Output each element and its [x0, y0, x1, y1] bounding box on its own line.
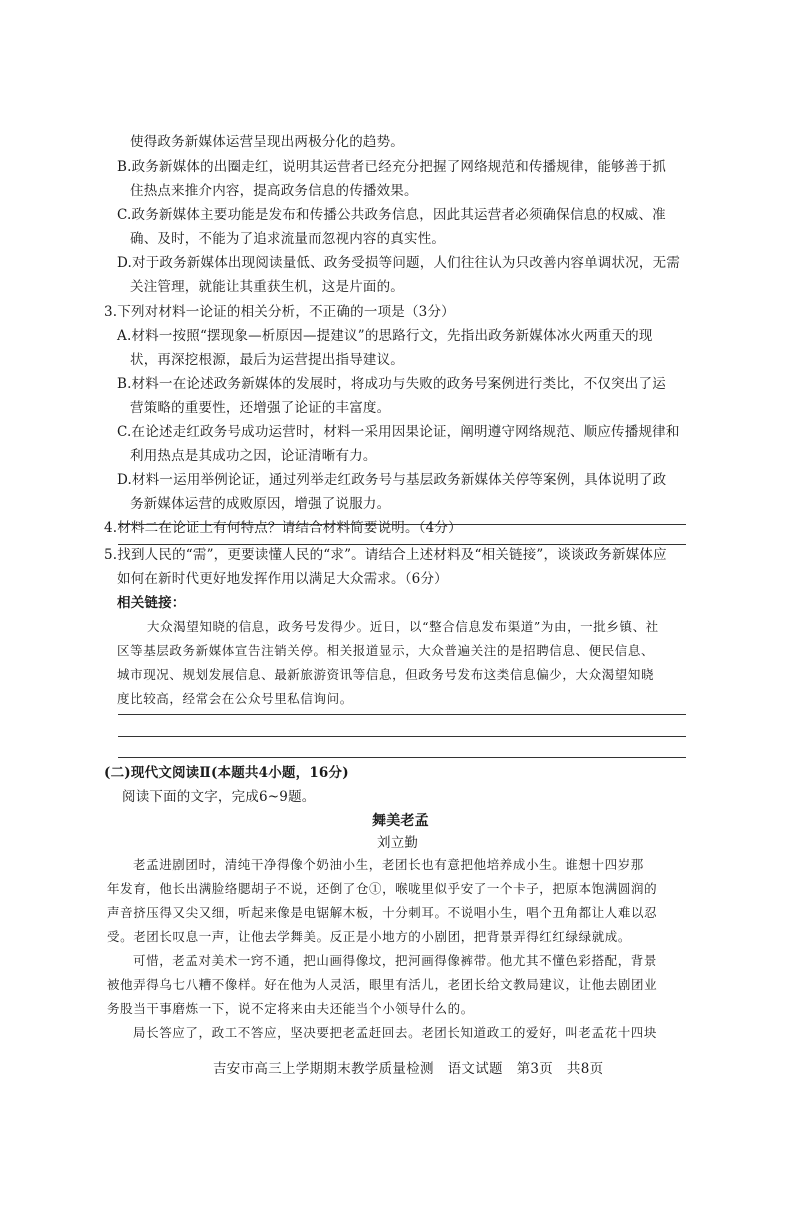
q3-option-a-line2: 状，再深挖根源，最后为运营提出指导建议。 — [130, 352, 404, 368]
q2-option-c-line2: 确、及时，不能为了追求流量而忽视内容的真实性。 — [130, 231, 446, 247]
q2-option-b-line2: 住热点来推介内容，提高政务信息的传播效果。 — [130, 183, 418, 199]
passage-p2-line1: 可惜，老孟对美术一窍不通，把山画得像坟，把河画得像裤带。他尤其不懂色彩搭配，背景 — [133, 953, 658, 968]
q3-option-d-line2: 务新媒体运营的成败原因，增强了说服力。 — [130, 496, 391, 512]
passage-p2-line2: 被他弄得乌七八糟不像样。好在他为人灵活，眼里有活儿，老团长给文教局建议，让他去剧团业 — [107, 977, 658, 992]
passage-p1-line3: 声音挤压得又尖又细，听起来像是电锯解木板，十分刺耳。不说唱小生，唱个丑角都让人难以忍 — [107, 905, 658, 920]
q5-answer-line-2 — [118, 736, 686, 737]
q2-option-b-line1: B.政务新媒体的出圈走红，说明其运营者已经充分把握了网络规范和传播规律，能够善于抓 — [117, 159, 666, 175]
q3-option-c-line1: C.在论述走红政务号成功运营时，材料一采用因果论证，阐明遵守网络规范、顺应传播规律和 — [117, 424, 680, 440]
q5-stem-line2: 如何在新时代更好地发挥作用以满足大众需求。（6分） — [117, 571, 448, 587]
passage-title: 舞美老孟 — [372, 813, 429, 829]
q5-answer-line-3 — [118, 757, 686, 758]
q2-option-c-line1: C.政务新媒体主要功能是发布和传播公共政务信息，因此其运营者必须确保信息的权威、准 — [117, 207, 666, 223]
page-footer: 吉安市高三上学期期末教学质量检测 语文试题 第3页 共8页 — [213, 1061, 604, 1077]
passage-p3-line1: 局长答应了，政工不答应，坚决要把老孟赶回去。老团长知道政工的爱好，叫老孟花十四块 — [133, 1025, 658, 1040]
q5-link-line1: 大众渴望知晓的信息，政务号发得少。近日，以“整合信息发布渠道”为由，一批乡镇、社 — [147, 619, 659, 634]
q4-answer-line-2 — [118, 544, 686, 545]
passage-p1-line4: 受。老团长叹息一声，让他去学舞美。反正是小地方的小剧团，把背景弄得红红绿绿就成。 — [107, 929, 632, 944]
q5-link-line4: 度比较高，经常会在公众号里私信询问。 — [117, 691, 353, 706]
q5-stem-line1: 5.找到人民的“需”，更要读懂人民的“求”。请结合上述材料及“相关链接”，谈谈政务新媒体应 — [104, 547, 667, 563]
q5-link-line3: 城市现况、规划发展信息、最新旅游资讯等信息，但政务号发布这类信息偏少，大众渴望知晓 — [117, 667, 655, 682]
passage-p1-line1: 老孟进剧团时，清纯干净得像个奶油小生，老团长也有意把他培养成小生。谁想十四岁那 — [133, 857, 644, 872]
q5-related-link-label: 相关链接： — [117, 595, 186, 611]
q5-answer-line-1 — [118, 714, 686, 715]
q2-option-d-line2: 关注管理，就能让其重获生机，这是片面的。 — [130, 279, 404, 295]
q4-answer-line-1 — [118, 524, 686, 525]
q3-option-b-line2: 营策略的重要性，还增强了论证的丰富度。 — [130, 400, 391, 416]
q3-option-d-line1: D.材料一运用举例论证，通过列举走红政务号与基层政务新媒体关停等案例，具体说明了政 — [117, 472, 667, 488]
q4-stem: 4.材料二在论证上有何特点？请结合材料简要说明。（4分） — [104, 520, 462, 536]
q3-option-c-line2: 利用热点是其成功之因，论证清晰有力。 — [130, 448, 377, 464]
q5-link-line2: 区等基层政务新媒体宣告注销关停。相关报道显示，大众普遍关注的是招聘信息、便民信息、 — [117, 643, 655, 658]
passage-author: 刘立勤 — [377, 835, 419, 851]
passage-p1-line2: 年发育，他长出满脸络腮胡子不说，还倒了仓①，喉咙里似乎安了一个卡子，把原本饱满圆润的 — [107, 881, 658, 896]
section2-heading: (二)现代文阅读Ⅱ(本题共4小题，16分) — [104, 765, 349, 781]
passage-p2-line3: 务股当干事磨炼一下，说不定将来由夫还能当个小领导什么的。 — [107, 1001, 474, 1016]
q3-stem: 3.下列对材料一论证的相关分析，不正确的一项是（3分） — [104, 304, 455, 320]
q2-option-d-line1: D.对于政务新媒体出现阅读量低、政务受损等问题，人们往往认为只改善内容单调状况，无需 — [117, 255, 681, 271]
q3-option-b-line1: B.材料一在论述政务新媒体的发展时，将成功与失败的政务号案例进行类比，不仅突出了运 — [117, 376, 666, 392]
q3-option-a-line1: A.材料一按照“摆现象—析原因—提建议”的思路行文，先指出政务新媒体冰火两重天的现 — [117, 328, 653, 344]
q2-option-a-tail: 使得政务新媒体运营呈现出两极分化的趋势。 — [130, 134, 404, 150]
section2-instruction: 阅读下面的文字，完成6~9题。 — [122, 789, 316, 805]
